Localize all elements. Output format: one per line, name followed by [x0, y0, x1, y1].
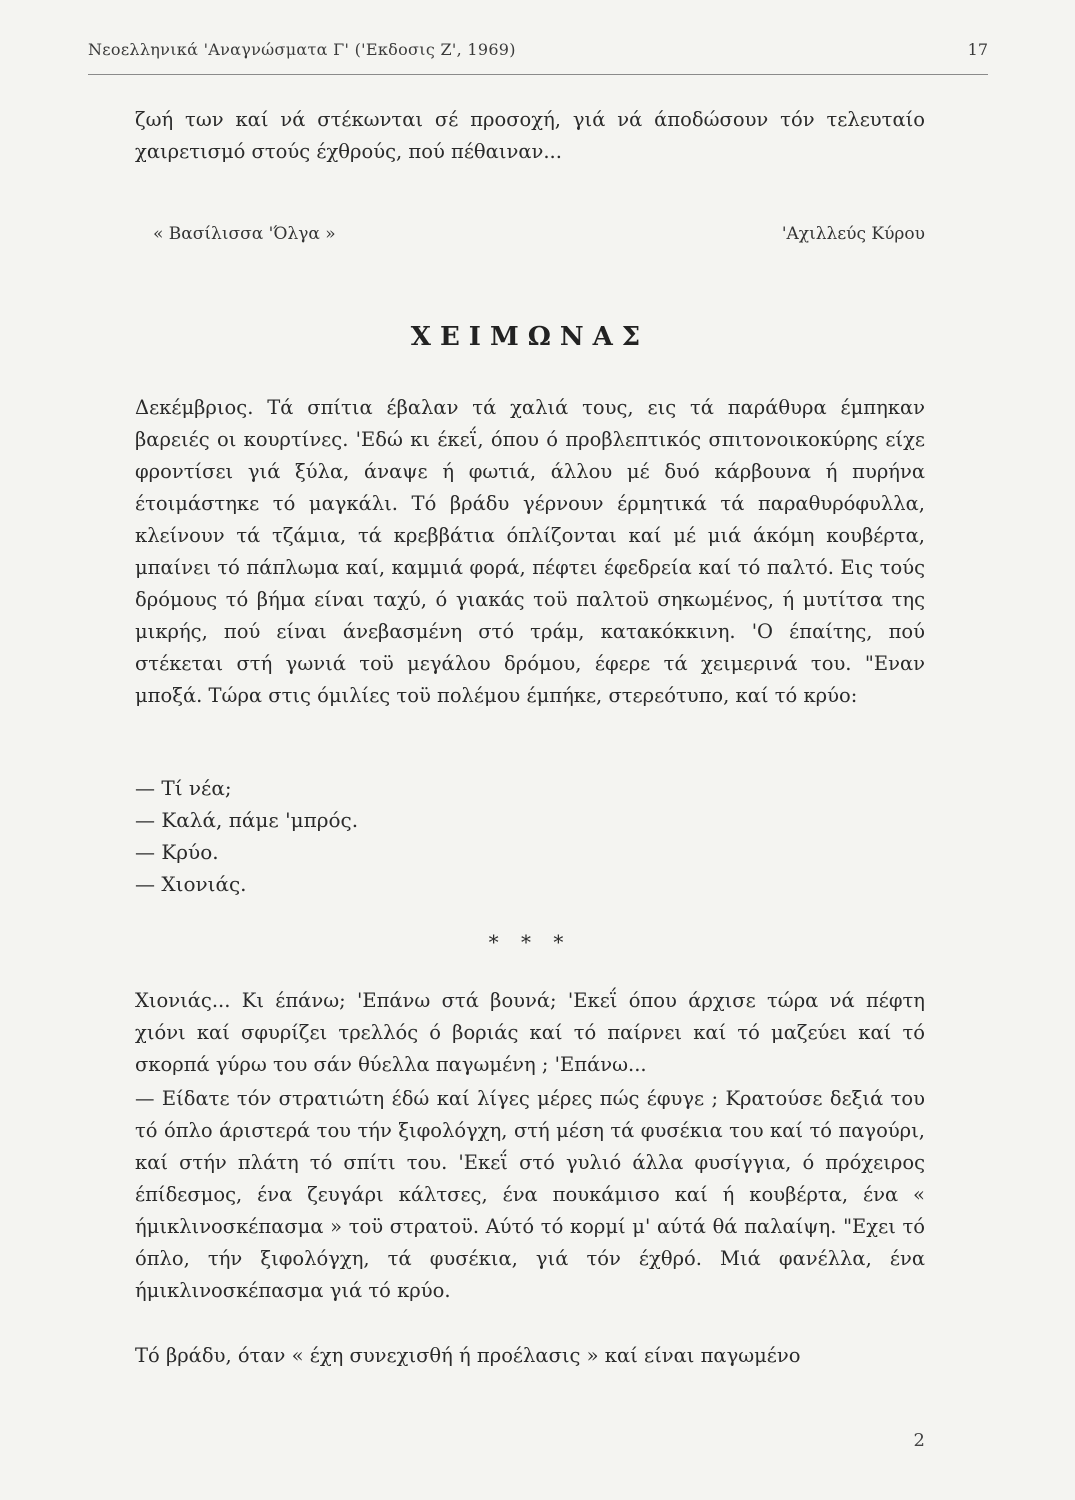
intro-text-block [135, 104, 925, 168]
dialogue-line: — Καλά, πάμε 'μπρός. [135, 808, 359, 832]
paragraph-2: Χιονιάς... Κι έπάνω; 'Επάνω στά βουνά; 'Εκεΐ όπου άρχισε τώρα νά πέφτη χιόνι καί σφυρίζει τρελλός ό βοριάς καί τό παίρνει καί τό μαζεύει καί τό σκορπά γύρω του σάν θύελλα παγωμένη ; 'Επάνω... [135, 989, 925, 1076]
book-title: Νεοελληνικά 'Αναγνώσματα Γ' ('Εκδοσις Ζ', 1969) [88, 40, 516, 59]
dialogue-block [135, 772, 925, 900]
section-separator: * * * [488, 930, 572, 954]
intro-paragraph: ζωή των καί νά στέκωνται σέ προσοχή, γιά νά άποδώσουν τόν τελευταίο χαιρετισμό στούς έχθρούς, πού πέθαιναν... [135, 108, 925, 163]
paragraph-1-block [135, 392, 925, 712]
source-work: « Βασίλισσα 'Όλγα » [153, 224, 336, 244]
signature-mark: 2 [913, 1430, 925, 1451]
dialogue-line: — Χιονιάς. [135, 872, 247, 896]
dialogue-line: — Τί νέα; [135, 776, 232, 800]
paragraph-1: Δεκέμβριος. Τά σπίτια έβαλαν τά χαλιά τους, εις τά παράθυρα έμπηκαν βαρειές οι κουρτίνες. 'Εδώ κι έκεΐ, όπου ό προβλεπτικός σπιτονοικοκύρης είχε φροντίσει γιά ξύλα, άναψε ή φωτιά, άλλου μέ δυό κάρβουνα ή πυρήνα έτοιμάστηκε τό μαγκάλι. Τό βράδυ γέρνουν έρμητικά τά παραθυρόφυλλα, κλείνουν τά τζάμια, τά κρεββάτια όπλίζονται καί μέ μιά άκόμη κουβέρτα, μπαίνει τό πάπλωμα καί, καμμιά φορά, πέφτει έφεδρεία καί τό παλτό. Εις τούς δρόμους τό βήμα είναι ταχύ, ό γιακάς τοϋ παλτοϋ σηκωμένος, ή μυτίτσα της μικρής, πού είναι άνεβασμένη στό τράμ, κατακόκκινη. 'Ο έπαίτης, πού στέκεται στή γωνιά τοϋ μεγάλου δρόμου, έφερε τά χειμερινά του. "Εναν μποξά. Τώρα στις όμιλίες τοϋ πολέμου έμπήκε, στερεότυπο, καί τό κρύο: [135, 396, 925, 707]
dialogue-line: — Κρύο. [135, 840, 219, 864]
chapter-heading: ΧΕΙΜΩΝΑΣ [410, 322, 650, 352]
paragraph-3-block [135, 1083, 925, 1307]
paragraph-4: Τό βράδυ, όταν « έχη συνεχισθή ή προέλασις » καί είναι παγωμένο [135, 1344, 801, 1367]
header-rule [88, 74, 988, 75]
running-header [88, 40, 988, 66]
paragraph-2-block [135, 985, 925, 1081]
source-author: 'Αχιλλεύς Κύρου [781, 224, 925, 244]
paragraph-3: — Είδατε τόν στρατιώτη έδώ καί λίγες μέρες πώς έφυγε ; Κρατούσε δεξιά του τό όπλο άριστερά του τήν ξιφολόγχη, στή μέση τά φυσέκια του καί τό παγούρι, καί στήν πλάτη τό σπίτι του. 'Εκεΐ στό γυλιό άλλα φυσίγγια, ό πρόχειρος έπίδεσμος, ένα ζευγάρι κάλτσες, ένα πουκάμισο καί ή κουβέρτα, ένα « ήμικλινοσκέπασμα » τοϋ στρατοϋ. Αύτό τό κορμί μ' αύτά θά παλαίψη. "Εχει τό όπλο, τήν ξιφολόγχη, τά φυσέκια, γιά τόν έχθρό. Μιά φανέλλα, ένα ήμικλινοσκέπασμα γιά τό κρύο. [135, 1087, 925, 1302]
paragraph-4-block [135, 1340, 925, 1372]
page-number: 17 [967, 40, 988, 59]
attribution [135, 224, 925, 254]
